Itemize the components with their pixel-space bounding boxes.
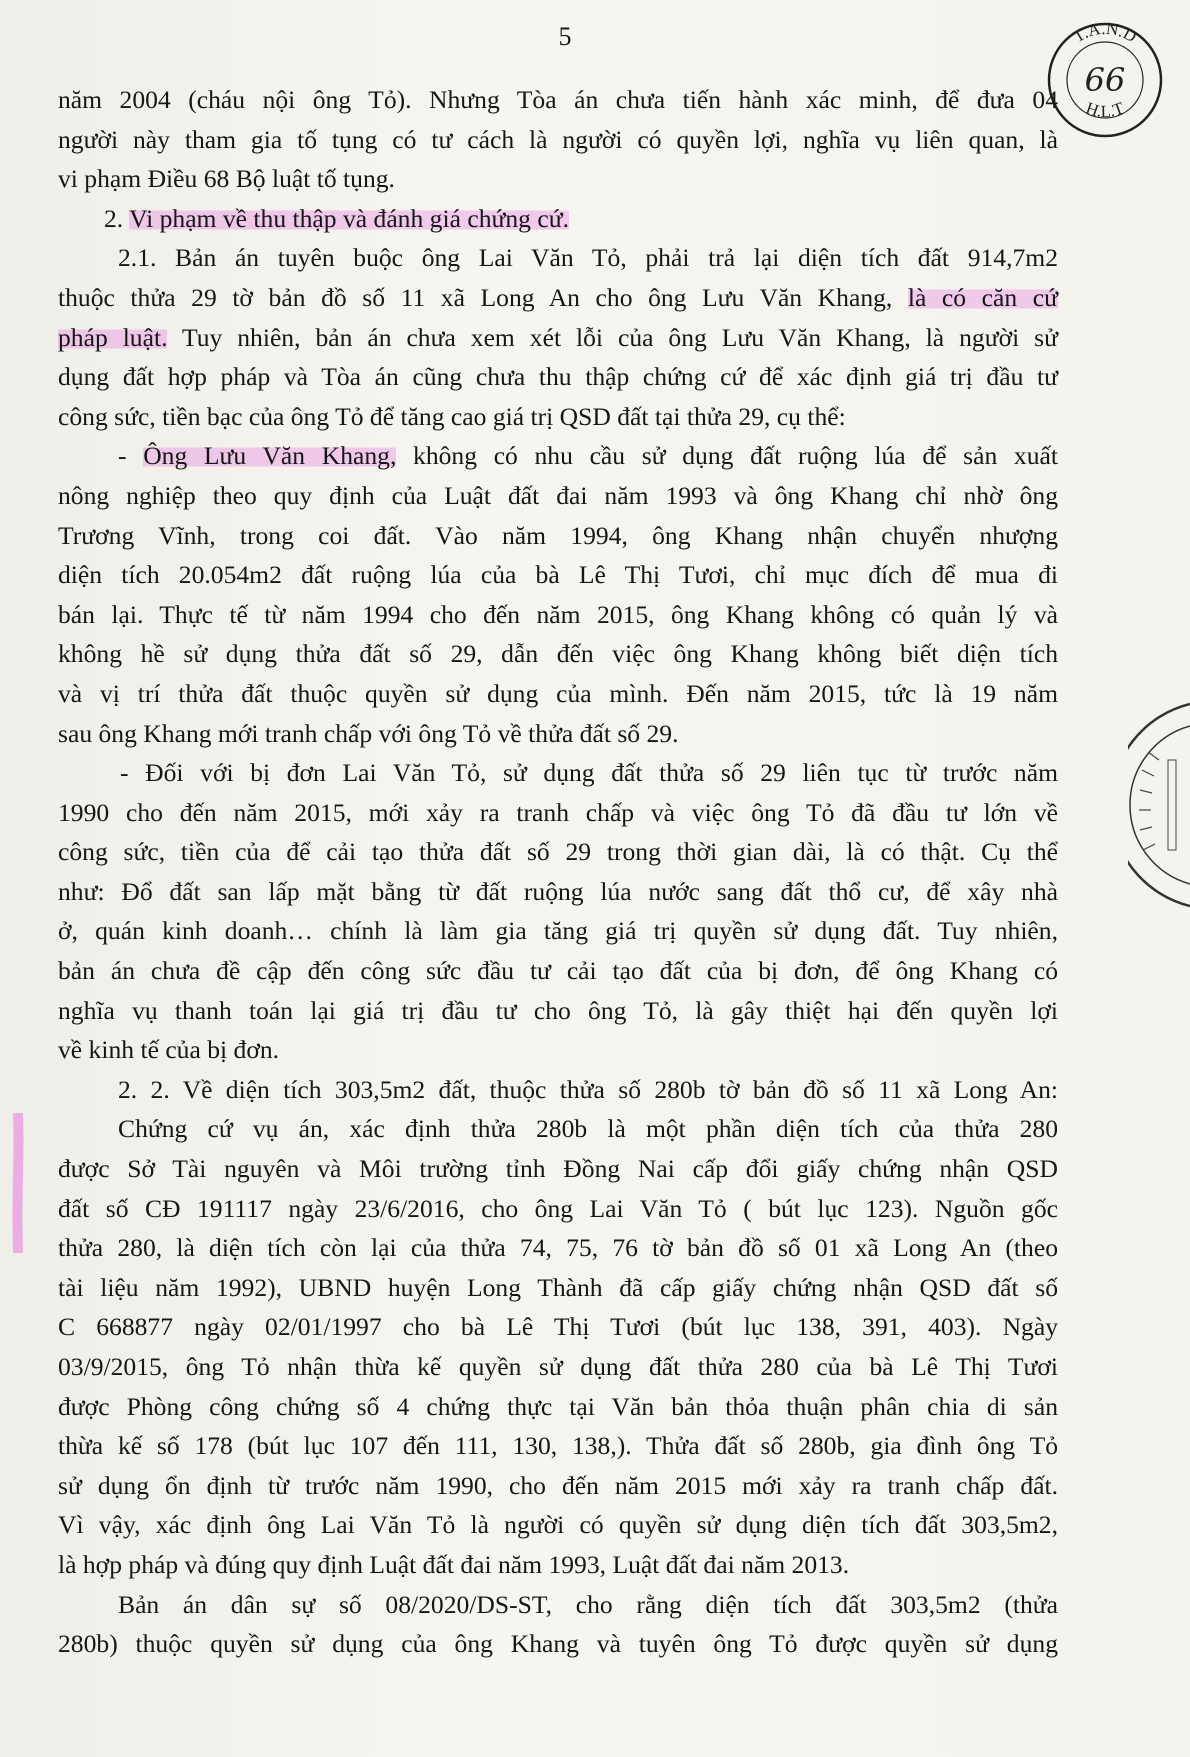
body-line: năm 2004 (cháu nội ông Tỏ). Nhưng Tòa án chưa tiến hành xác minh, để đưa 04 bbox=[58, 85, 1058, 114]
highlighted-phrase: Vi phạm về thu thập và đánh giá chứng cứ. bbox=[129, 203, 569, 233]
body-line: được Phòng công chứng số 4 chứng thực tại Văn bản thỏa thuận phân chia di sản bbox=[58, 1391, 1058, 1421]
heading-text: 2. Vi phạm về thu thập và đánh giá chứng cứ. bbox=[104, 203, 569, 233]
body-line: Bản án dân sự số 08/2020/DS-ST, cho rằng diện tích đất 303,5m2 (thửa bbox=[118, 1589, 1058, 1619]
body-line: thửa 280, là diện tích còn lại của thửa 74, 75, 76 tờ bản đồ số 01 xã Long An (theo bbox=[58, 1233, 1058, 1263]
body-line: thuộc thửa 29 tờ bản đồ số 11 xã Long An cho ông Lưu Văn Khang, là có căn cứ bbox=[58, 282, 1058, 312]
body-line: bán lại. Thực tế từ năm 1994 cho đến năm 2015, ông Khang không có quản lý và bbox=[58, 599, 1058, 629]
highlighted-phrase: Ông Lưu Văn Khang, bbox=[143, 441, 397, 471]
body-line: bản án chưa đề cập đến công sức đầu tư cải tạo đất của bị đơn, để ông Khang có bbox=[58, 956, 1058, 986]
stamp-bottom-text: H.L.T bbox=[1083, 98, 1127, 121]
document-body bbox=[58, 80, 1058, 1664]
body-line: C 668877 ngày 02/01/1997 cho bà Lê Thị Tươi (bút lục 138, 391, 403). Ngày bbox=[58, 1312, 1058, 1342]
body-line: và vị trí thửa đất thuộc quyền sử dụng của mình. Đến năm 2015, tức là 19 năm bbox=[58, 678, 1058, 708]
court-stamp bbox=[1045, 20, 1165, 140]
body-line: đất số CĐ 191117 ngày 23/6/2016, cho ông Lai Văn Tỏ ( bút lục 123). Nguồn gốc bbox=[58, 1193, 1058, 1223]
body-line: công sức, tiền bạc của ông Tỏ để tăng cao giá trị QSD đất tại thửa 29, cụ thể: bbox=[58, 401, 846, 431]
body-line: tài liệu năm 1992), UBND huyện Long Thành đã cấp giấy chứng nhận QSD đất số bbox=[58, 1272, 1058, 1302]
stamp-center-text: 66 bbox=[1084, 61, 1126, 99]
body-line: vi phạm Điều 68 Bộ luật tố tụng. bbox=[58, 164, 395, 194]
body-line: người này tham gia tố tụng có tư cách là người có quyền lợi, nghĩa vụ liên quan, là bbox=[58, 124, 1058, 154]
body-line: không hề sử dụng thửa đất số 29, dẫn đến việc ông Khang không biết diện tích bbox=[58, 639, 1058, 669]
page-number: 5 bbox=[558, 22, 572, 51]
highlighted-phrase: là có căn cứ bbox=[907, 282, 1058, 312]
body-line: nghĩa vụ thanh toán lại giá trị đầu tư cho ông Tỏ, là gây thiệt hại đến quyền lợi bbox=[58, 995, 1058, 1025]
body-line: thừa kế số 178 (bút lục 107 đến 111, 130, 138,). Thửa đất số 280b, gia đình ông Tỏ bbox=[58, 1431, 1058, 1461]
body-line: pháp luật. Tuy nhiên, bản án chưa xem xét lỗi của ông Lưu Văn Khang, là người sử bbox=[58, 322, 1058, 352]
body-line: dụng đất hợp pháp và Tòa án cũng chưa thu thập chứng cứ để xác định giá trị đầu tư bbox=[58, 362, 1058, 392]
section-heading-2-2: 2. 2. Về diện tích 303,5m2 đất, thuộc thửa số 280b tờ bản đồ số 11 xã Long An: bbox=[118, 1074, 1058, 1104]
body-line: được Sở Tài nguyên và Môi trường tỉnh Đồng Nai cấp đổi giấy chứng nhận QSD bbox=[58, 1154, 1058, 1184]
body-line: diện tích 20.054m2 đất ruộng lúa của bà Lê Thị Tươi, chỉ mục đích để mua đi bbox=[58, 560, 1058, 590]
body-line: về kinh tế của bị đơn. bbox=[58, 1035, 280, 1065]
margin-highlight-mark bbox=[10, 1113, 26, 1253]
edge-seal bbox=[1128, 700, 1190, 910]
body-line: Vì vậy, xác định ông Lai Văn Tỏ là người có quyền sử dụng diện tích đất 303,5m2, bbox=[58, 1510, 1058, 1540]
body-line: - Ông Lưu Văn Khang, không có nhu cầu sử dụng đất ruộng lúa để sản xuất bbox=[118, 441, 1058, 471]
body-line: 2.1. Bản án tuyên buộc ông Lai Văn Tỏ, phải trả lại diện tích đất 914,7m2 bbox=[118, 243, 1058, 273]
body-line: ở, quán kinh doanh… chính là làm gia tăng giá trị quyền sử dụng đất. Tuy nhiên, bbox=[58, 916, 1058, 946]
body-line: Trương Vĩnh, trong coi đất. Vào năm 1994, ông Khang nhận chuyển nhượng bbox=[58, 520, 1058, 550]
body-line: - Đối với bị đơn Lai Văn Tỏ, sử dụng đất thửa số 29 liên tục từ trước năm bbox=[120, 758, 1058, 788]
body-line: như: Đổ đất san lấp mặt bằng từ đất ruộng lúa nước sang đất thổ cư, để xây nhà bbox=[58, 876, 1058, 906]
body-line: sử dụng ổn định từ trước năm 1990, cho đến năm 2015 mới xảy ra tranh chấp đất. bbox=[58, 1470, 1058, 1500]
section-heading-2 bbox=[58, 199, 1058, 239]
body-line: 280b) thuộc quyền sử dụng của ông Khang và tuyên ông Tỏ được quyền sử dụng bbox=[58, 1629, 1058, 1659]
body-line: Chứng cứ vụ án, xác định thửa 280b là một phần diện tích của thửa 280 bbox=[118, 1114, 1058, 1144]
body-line: công sức, tiền của để cải tạo thửa đất số 29 trong thời gian dài, là có thật. Cụ thể bbox=[58, 837, 1058, 867]
body-line: 03/9/2015, ông Tỏ nhận thừa kế quyền sử dụng đất thửa 280 của bà Lê Thị Tươi bbox=[58, 1352, 1058, 1381]
body-line: sau ông Khang mới tranh chấp với ông Tỏ về thửa đất số 29. bbox=[58, 718, 679, 748]
highlighted-phrase: pháp luật. bbox=[58, 322, 168, 352]
body-line: nông nghiệp theo quy định của Luật đất đai năm 1993 và ông Khang chỉ nhờ ông bbox=[58, 480, 1058, 510]
body-line: 1990 cho đến năm 2015, mới xảy ra tranh chấp và việc ông Tỏ đã đầu tư lớn về bbox=[58, 797, 1058, 827]
stamp-top-text: T.A.N.D bbox=[1069, 20, 1140, 47]
body-line: là hợp pháp và đúng quy định Luật đất đai năm 1993, Luật đất đai năm 2013. bbox=[58, 1549, 850, 1579]
